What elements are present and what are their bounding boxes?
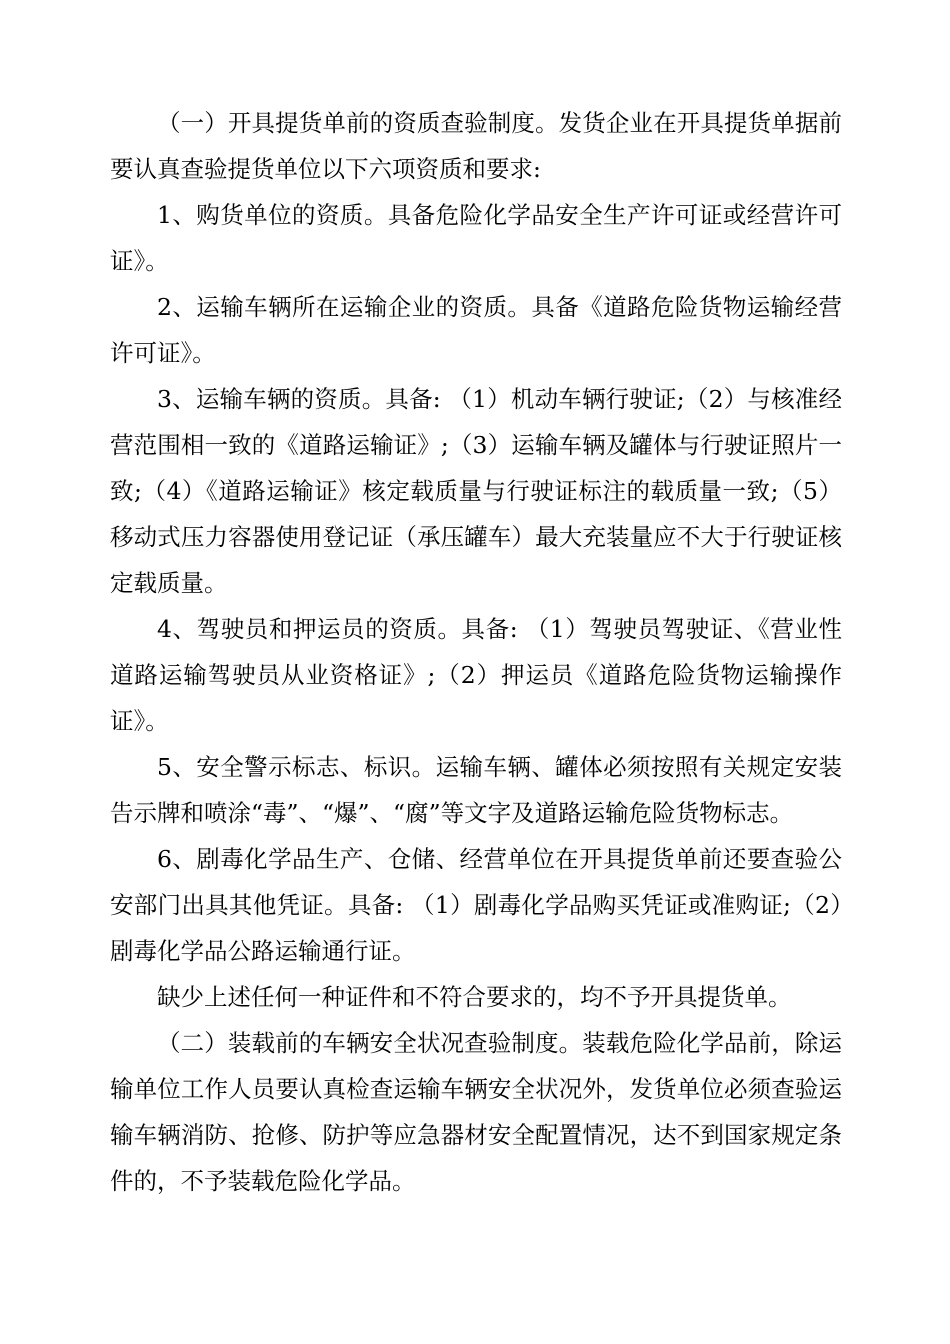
paragraph-item-4-driver-escort: 4、驾驶员和押运员的资质。具备: （1）驾驶员驾驶证、《营业性道路运输驾驶员从业资格证》;（2）押运员《道路危险货物运输操作证》。: [110, 615, 842, 735]
paragraph-item-6-toxic-chemicals: 6、剧毒化学品生产、仓储、经营单位在开具提货单前还要查验公安部门出具其他凭证。具备: （1）剧毒化学品购买凭证或准购证;（2）剧毒化学品公路运输通行证。: [110, 845, 842, 965]
paragraph-item-2-transport-company: 2、运输车辆所在运输企业的资质。具备《道路危险货物运输经营许可证》。: [110, 293, 842, 367]
paragraph-item-1-buyer-qualification: 1、购货单位的资质。具备危险化学品安全生产许可证或经营许可证》。: [110, 201, 842, 275]
paragraph-loading-inspection-system: （二）装载前的车辆安全状况查验制度。装载危险化学品前，除运输单位工作人员要认真检查运输车辆安全状况外，发货单位必须查验运输车辆消防、抢修、防护等应急器材安全配置情况，达不到国家规定条件的，不予装载危险化学品。: [110, 1029, 842, 1195]
document-body: [110, 100, 842, 1204]
paragraph-missing-documents-rule: 缺少上述任何一种证件和不符合要求的，均不予开具提货单。: [157, 983, 792, 1011]
paragraph-item-5-warning-signs: 5、安全警示标志、标识。运输车辆、罐体必须按照有关规定安装告示牌和喷涂“毒”、“爆”、“腐”等文字及道路运输危险货物标志。: [110, 753, 842, 827]
paragraph-inspection-system-intro: （一）开具提货单前的资质查验制度。发货企业在开具提货单据前要认真查验提货单位以下六项资质和要求:: [110, 109, 842, 183]
paragraph-item-3-vehicle-qualification: 3、运输车辆的资质。具备: （1）机动车辆行驶证;（2）与核准经营范围相一致的《道路运输证》;（3）运输车辆及罐体与行驶证照片一致;（4）《道路运输证》核定载质量与行驶证标注的载质量一致;（5）移动式压力容器使用登记证（承压罐车）最大充装量应不大于行驶证核定载质量。: [110, 385, 842, 597]
